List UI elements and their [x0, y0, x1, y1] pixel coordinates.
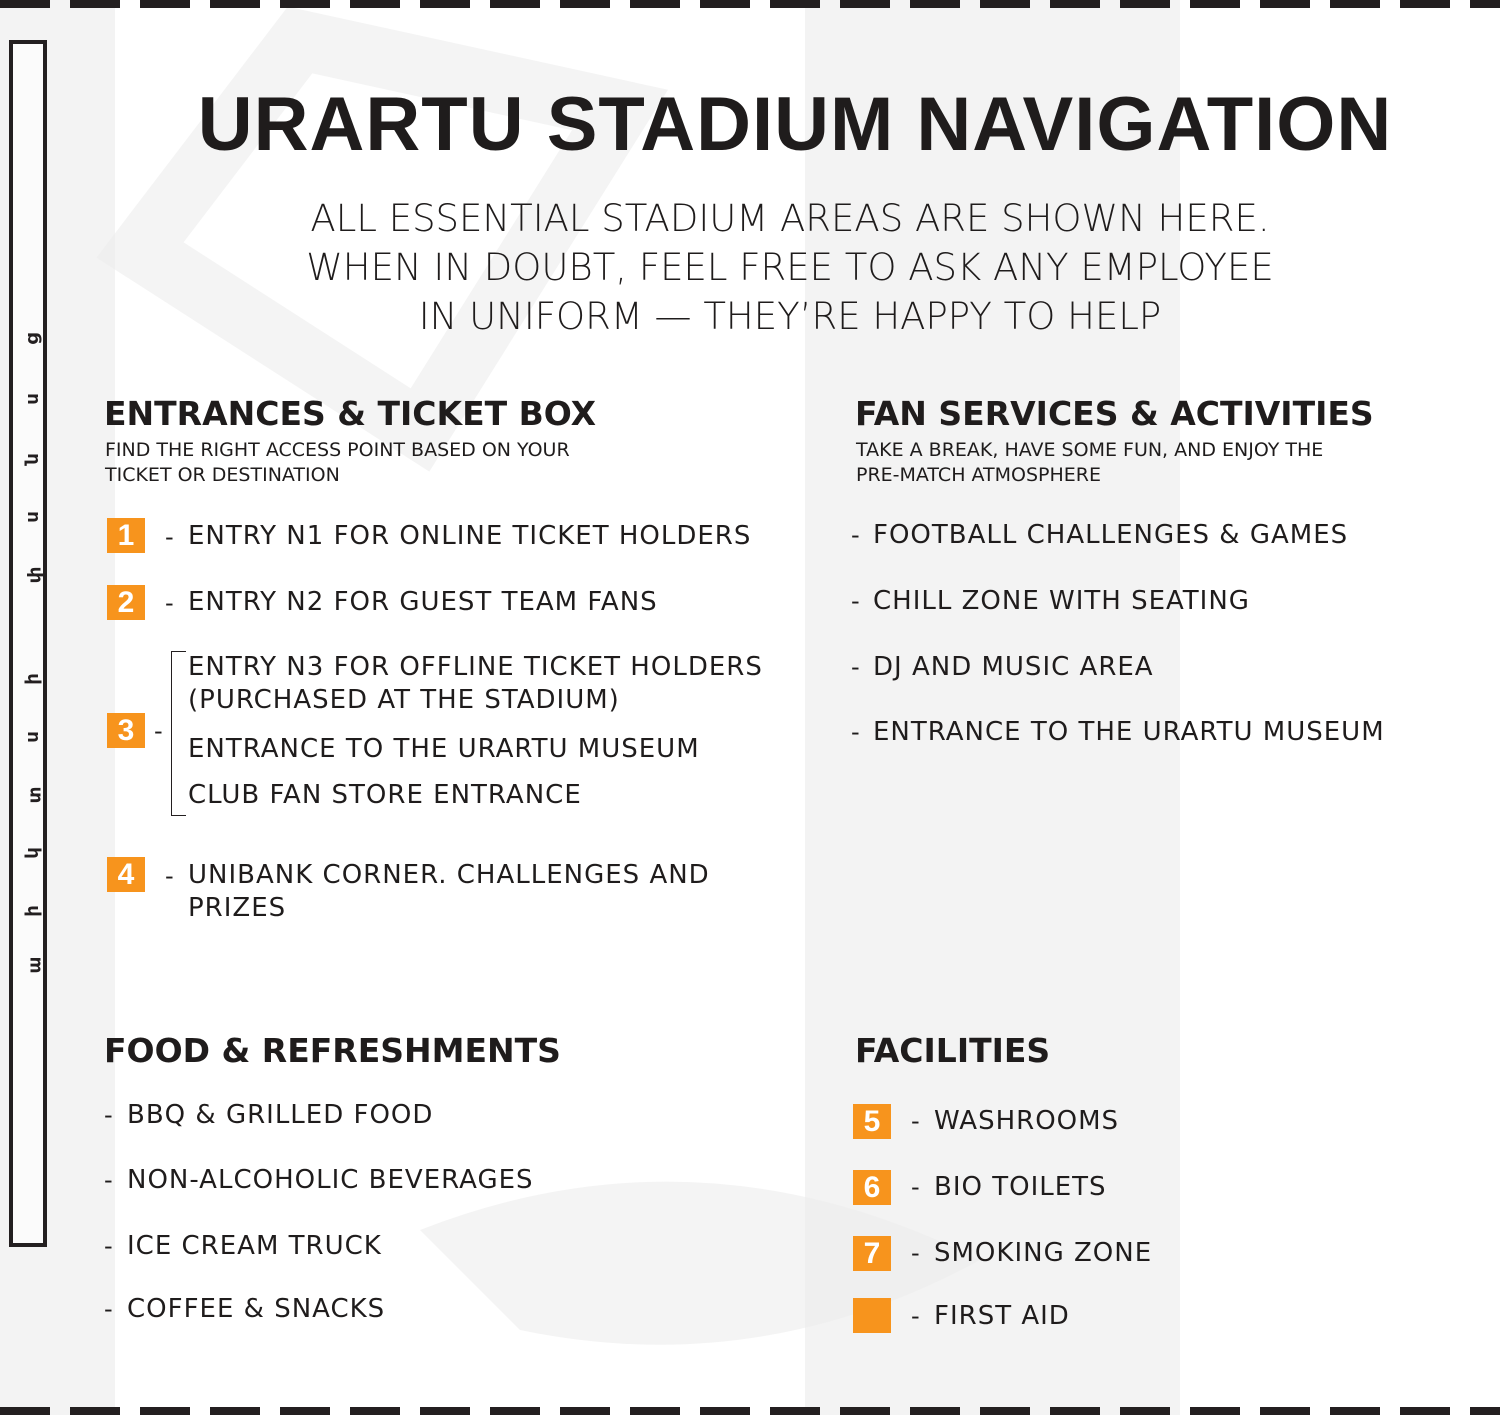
fan-services-section-subtitle [856, 438, 1323, 488]
ticket-stub-letter: ս [21, 393, 43, 405]
entry-3-line: ENTRY N3 FOR OFFLINE TICKET HOLDERS [188, 652, 763, 682]
fan-service-item: CHILL ZONE WITH SEATING [873, 586, 1250, 616]
entry-3-line: ENTRANCE TO THE URARTU MUSEUM [188, 734, 700, 764]
ticket-stub-letter: ն [21, 453, 43, 465]
food-item: COFFEE & SNACKS [127, 1294, 386, 1324]
entrances-subtitle-line: FIND THE RIGHT ACCESS POINT BASED ON YOUR [105, 439, 570, 461]
facility-dash: - [911, 1173, 920, 1201]
subtitle-line: IN UNIFORM — THEY’RE HAPPY TO HELP [418, 295, 1162, 338]
fan-services-subtitle-line: TAKE A BREAK, HAVE SOME FUN, AND ENJOY THE [856, 439, 1324, 461]
page-subtitle [130, 194, 1450, 341]
food-item: ICE CREAM TRUCK [127, 1231, 382, 1261]
ticket-stub [9, 40, 47, 1247]
facility-dash: - [911, 1107, 920, 1135]
entrances-subtitle-line: TICKET OR DESTINATION [105, 464, 340, 486]
ticket-stub-letter: տ [24, 786, 46, 804]
food-item: NON-ALCOHOLIC BEVERAGES [127, 1165, 534, 1195]
entry-1-dash: - [165, 523, 174, 551]
entry-3-line: (PURCHASED AT THE STADIUM) [188, 685, 620, 715]
entrances-section-title: ENTRANCES & TICKET BOX [104, 394, 597, 433]
facility-6-badge: 6 [853, 1170, 891, 1205]
entry-2-badge: 2 [107, 585, 145, 620]
food-item-dash: - [104, 1166, 113, 1194]
entry-3-bracket [171, 651, 186, 816]
facility-7-badge: 7 [853, 1236, 891, 1271]
facility-first-aid-label: FIRST AID [934, 1301, 1070, 1331]
fan-service-dash: - [851, 587, 860, 615]
entrances-section-subtitle [105, 438, 570, 488]
entry-3-line: CLUB FAN STORE ENTRANCE [188, 780, 582, 810]
facility-dash: - [911, 1302, 920, 1330]
facility-bio-toilets-label: BIO TOILETS [934, 1172, 1107, 1202]
fan-service-item: FOOTBALL CHALLENGES & GAMES [873, 520, 1349, 550]
ticket-stub-letter: ա [24, 956, 46, 974]
fan-services-section-title: FAN SERVICES & ACTIVITIES [855, 394, 1374, 433]
entry-4-line: PRIZES [188, 893, 287, 923]
food-section-title: FOOD & REFRESHMENTS [104, 1031, 561, 1070]
ticket-stub-letter: կ [21, 847, 43, 859]
fan-service-item: DJ AND MUSIC AREA [873, 652, 1154, 682]
entry-4-badge: 4 [107, 857, 145, 892]
entry-2-dash: - [165, 589, 174, 617]
facility-dash: - [911, 1239, 920, 1267]
entry-2-label: ENTRY N2 FOR GUEST TEAM FANS [188, 587, 658, 617]
dashed-border-top [0, 0, 1500, 8]
entry-4-dash: - [165, 862, 174, 890]
fan-service-dash: - [851, 653, 860, 681]
entry-1-badge: 1 [107, 518, 145, 553]
dashed-border-bottom [0, 1407, 1500, 1415]
subtitle-line: WHEN IN DOUBT, FEEL FREE TO ASK ANY EMPLOYEE [306, 246, 1274, 289]
ticket-stub-letter: փ [24, 566, 46, 584]
page-title: URARTU STADIUM NAVIGATION [197, 82, 1393, 167]
facility-washrooms-label: WASHROOMS [934, 1106, 1120, 1136]
food-item-dash: - [104, 1232, 113, 1260]
entry-3-dash: - [154, 717, 163, 745]
ticket-stub-letter: ս [21, 731, 43, 743]
food-item: BBQ & GRILLED FOOD [127, 1100, 434, 1130]
fan-service-item: ENTRANCE TO THE URARTU MUSEUM [873, 717, 1385, 747]
ticket-stub-letter: ի [21, 673, 43, 685]
facility-smoking-zone-label: SMOKING ZONE [934, 1238, 1153, 1268]
entry-1-label: ENTRY N1 FOR ONLINE TICKET HOLDERS [188, 521, 752, 551]
entry-4-line: UNIBANK CORNER. CHALLENGES AND [188, 860, 710, 890]
facility-5-badge: 5 [853, 1104, 891, 1139]
facilities-section-title: FACILITIES [855, 1031, 1051, 1070]
entry-3-badge: 3 [107, 713, 145, 748]
first-aid-badge [853, 1298, 891, 1333]
food-item-dash: - [104, 1295, 113, 1323]
fan-services-subtitle-line: PRE-MATCH ATMOSPHERE [856, 464, 1102, 486]
subtitle-line: ALL ESSENTIAL STADIUM AREAS ARE SHOWN HERE. [310, 197, 1270, 240]
fan-service-dash: - [851, 718, 860, 746]
food-item-dash: - [104, 1101, 113, 1129]
ticket-stub-letter: ց [21, 333, 43, 345]
ticket-stub-letter: ս [21, 511, 43, 523]
fan-service-dash: - [851, 521, 860, 549]
ticket-stub-letter: ի [21, 905, 43, 917]
